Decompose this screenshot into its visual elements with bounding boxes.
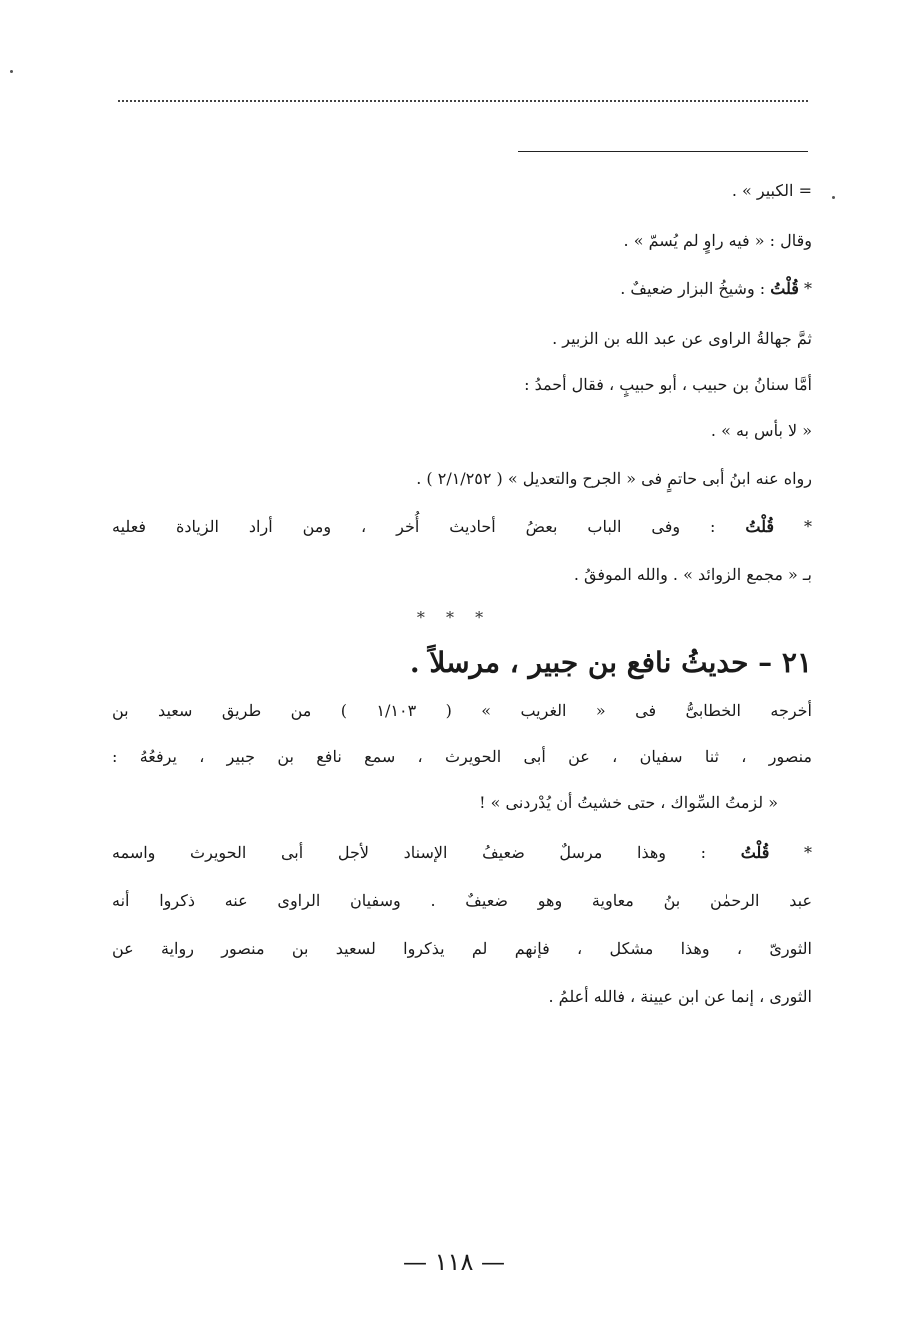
- hadith-line: عبد الرحمٰن بنُ معاوية وهو ضعيفٌ . وسفيان الراوى عنه ذكروا أنه: [112, 891, 812, 910]
- hadith-line: منصور ، ثنا سفيان ، عن أبى الحويرث ، سمع نافع بن جبير ، يرفعُهُ :: [112, 747, 812, 766]
- qultu-keyword: قُلْتُ: [740, 843, 770, 862]
- footnote-line: = الكبير » .: [731, 181, 812, 200]
- hadith-heading: ٢١ – حديثُ نافع بن جبير ، مرسلاً .: [409, 646, 812, 679]
- qultu-keyword: قُلْتُ: [770, 279, 799, 298]
- section-separator-stars: * * *: [416, 608, 492, 627]
- footnote-line: « لا بأس به » .: [710, 421, 812, 440]
- footnote-line: * قُلْتُ : وفى الباب بعضُ أحاديث أُخر ، ومن أراد الزيادة فعليه: [112, 517, 812, 536]
- footnote-line: بـ « مجمع الزوائد » . والله الموفقُ .: [573, 565, 812, 584]
- footnote-line: ثمَّ جهالةُ الراوى عن عبد الله بن الزبير .: [552, 329, 812, 348]
- hadith-line: الثورى ، إنما عن ابن عيينة ، فالله أعلمُ .: [548, 987, 812, 1006]
- hadith-line: أخرجه الخطابىُّ فى « الغريب » ( ١/١٠٣ ) من طريق سعيد بن: [112, 701, 813, 720]
- page-number: — ١١٨ —: [403, 1248, 505, 1276]
- hadith-line: * قُلْتُ : وهذا مرسلٌ ضعيفُ الإسناد لأجل أبى الحويرث واسمه: [112, 843, 812, 862]
- scan-speck: [10, 70, 13, 73]
- hadith-quote-line: « لزمتُ السِّواك ، حتى خشيتُ أن يُدْردنى » !: [479, 793, 778, 812]
- footnote-line: [112, 266, 812, 312]
- footnote-line: أمَّا سنانُ بن حبيب ، أبو حبيبٍ ، فقال أحمدُ :: [524, 375, 812, 394]
- scan-speck: [832, 196, 835, 199]
- footnote-line: وقال : « فيه راوٍ لم يُسمّ » .: [623, 231, 812, 250]
- header-dotted-rule: [118, 100, 808, 102]
- footnote-line-text: * قُلْتُ : وشيخُ البزار ضعيفٌ .: [620, 279, 812, 298]
- qultu-keyword: قُلْتُ: [745, 517, 775, 536]
- hadith-line: الثورىّ ، وهذا مشكل ، فإنهم لم يذكروا لسعيد بن منصور رواية عن: [112, 939, 812, 958]
- footnote-line: رواه عنه ابنُ أبى حاتمٍ فى « الجرح والتعديل » ( ٢/١/٢٥٢ ) .: [416, 469, 812, 488]
- footnote-separator-rule: [518, 151, 808, 152]
